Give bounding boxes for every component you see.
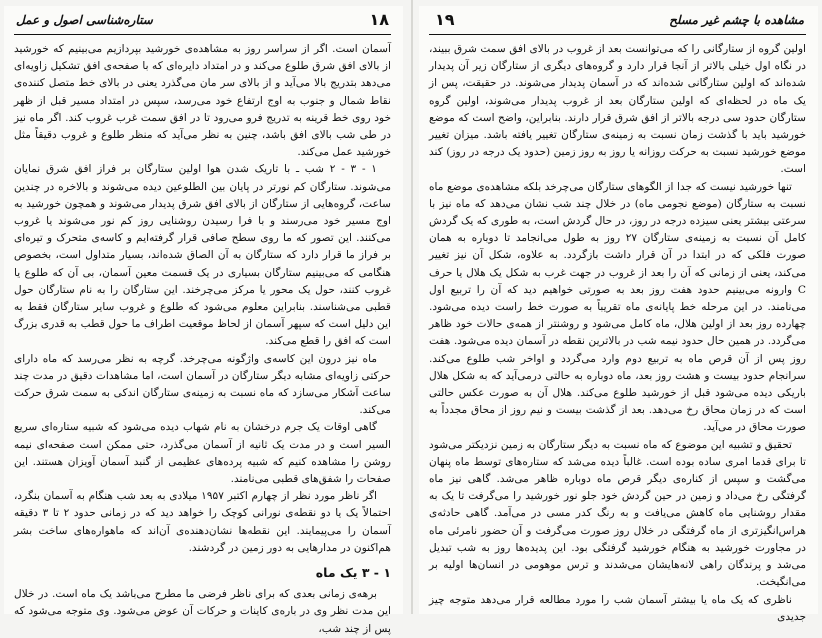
right-page-body: [429, 41, 806, 626]
left-section-body: [14, 586, 391, 638]
left-paragraph-4: گاهی اوقات یک جرم درخشان به نام شهاب دیده می‌شود که شبیه ستاره‌ای سریع السیر است و در مدت یک ثانیه از آسمان می‌گذرد، حتی ممکن است صفحه‌ای نیمه روشن را مشاهده کنیم که شبیه پرده‌های عظیمی از گنبد آسمان آویزان هستند. این صفحات را شفق‌های قطبی می‌نامند.: [14, 421, 391, 486]
right-page-number: ۱۹: [435, 10, 455, 29]
left-paragraph-1: آسمان است. اگر از سراسر روز به مشاهده‌ی خورشید بپردازیم می‌بینیم که خورشید از بالای افق شرق طلوع می‌کند و در امتداد دایره‌ای که با صفحه‌ی افق تشکیل زاویه‌ای می‌دهد بتدریج بالا می‌آید و از بالای سر مان می‌گذرد یعنی در بالای خط متصل کننده‌ی نقاط شمال و جنوب به اوج ارتفاع خود می‌رسد، سپس در امتداد مسیر قبل از ظهر خود روی خط قرینه به تدریج فرو می‌رود تا در افق سمت غرب غروب کند. اگر ماه نیز در طی شب بالای افق باشد، چنین به نظر می‌آید که منظر طلوع و غروب دقیقاً مثل خورشید عمل می‌کند.: [14, 43, 391, 159]
right-paragraph-2: تنها خورشید نیست که جدا از الگوهای ستارگان می‌چرخد بلکه مشاهده‌ی موضع ماه نسبت به ستارگان (موضع نجومی ماه) در خلال چند شب نشان می‌دهد که ماه نیز با سرعتی بیشتر یعنی سیزده درجه در روز، در حال گردش است، به طوری که یک گردش کامل آن نسبت به زمینه‌ی ستارگان ۲۷ روز به طول می‌انجامد تا دوباره به همان صورت فلکی که در ابتدا در آن قرار داشت بازگردد. به علاوه، شکل آن نیز تغییر می‌کند، یعنی از زمانی که آن را بعد از غروب در جهت غرب به شکل یک هلال یا حرف C وارونه می‌بینیم حدود هفت روز بعد به صورتی خواهیم دید که آن را تربیع اول می‌نامند. در این مرحله خط پایانه‌ی ماه تقریباً به صورت خط راست دیده می‌شود. چهارده روز بعد از اولین هلال، ماه کامل می‌شود و روشنتر از همه‌ی حالات خود ظاهر می‌گردد. در همین حال حدود نیمه شب در بالاترین نقطه در آسمان دیده می‌شود. هفت روز پس از آن قرص ماه به تربیع دوم وارد می‌گردد و اواخر شب طلوع می‌کند. سرانجام حدود بیست و هشت روز بعد، ماه دوباره به حالتی درمی‌آید که به شکل هلال باریکی دیده می‌شود قبل از خورشید طلوع می‌کند. هلال آن به صورت عکس حالتی است که در زمان محاق رخ می‌دهد. بعد از گذشت بیست و نیم روز از محاق مجدداً به صورت محاق در می‌آید.: [429, 180, 806, 434]
right-running-title: مشاهده با چشم غیر مسلح: [669, 13, 804, 27]
left-running-title: ستاره‌شناسی اصول و عمل: [16, 13, 153, 27]
right-page-header: [429, 6, 806, 35]
right-page: [419, 6, 818, 623]
right-paragraph-1: اولین گروه از ستارگانی را که می‌توانست بعد از غروب در بالای افق سمت شرق ببیند، در نگاه اول خیلی بالاتر از آنجا قرار دارد و گروه‌های دیگری از ستارگان زیر آن پدیدار شده‌اند که اولین ستارگانی شده‌اند که در آسمان پدیدار می‌شوند. در حقیقت، پس از یک ماه در لحظه‌ای که اولین ستارگان بعد از غروب پدیدار می‌شوند، اولین گروه ستارگان حدود سی درجه بالاتر از افق شرق قرار دارند. بنابراین، واضح است که موضع خورشید باید با گذشت زمان نسبت به زمینه‌ی ستارگان تغییر یافته باشد. میزان تغییر موضع خورشید نسبت به حرکت روزانه یا روز به روز زمین (حدود یک درجه در روز) کند است.: [429, 43, 806, 176]
section-heading: ۱ - ۳ یک ماه: [315, 565, 391, 581]
right-paragraph-3: تحقیق و تشبیه این موضوع که ماه نسبت به دیگر ستارگان به زمین نزدیکتر می‌شود تا برای قدما امری ساده بوده است. غالباً دیده می‌شد که ستاره‌های توسط ماه پنهان می‌گشت و سپس از کناره‌ی دیگر قرص ماه دوباره ظاهر می‌شد. گاهی نیز ماه گرفتگی رخ می‌داد و زمین در حین گردش خود جلو نور خورشید را می‌گرفت تا یک به مقدار روشنایی ماه کاهش می‌یافت و به رنگ کدر مسی در می‌آمد. گاهی حادثه‌ی هراس‌انگیزتری از ماه گرفتگی در خلال روز صورت می‌گرفت و آن حضور نامرئی ماه در مجاورت خورشید به هنگام خورشید گرفتگی بود. این پدیده‌ها روز به شب تبدیل می‌شد و پرندگان راهی لانه‌هایشان می‌شدند و ترس موهومی در انسان‌ها اولیه بر می‌انگیخت.: [429, 438, 806, 589]
left-paragraph-3: ماه نیز درون این کاسه‌ی واژگونه می‌چرخد. گرچه به نظر می‌رسد که ماه دارای حرکتی زاویه‌ای مشابه دیگر ستارگان در آسمان است، اما مشاهدات دقیق در مدت چند ساعت آشکار می‌سازد که ماه نسبت به زمینه‌ی ستارگان اندکی به سمت شرق حرکت می‌کند.: [14, 352, 391, 417]
left-paragraph-2: ۱ - ۳ - ۲ شب ـ با تاریک شدن هوا اولین ستارگان بر فراز افق شرق نمایان می‌شوند. ستارگان کم نورتر در پایان بین الطلوعین دیده می‌شوند و بالاخره در چندین ساعت، گروه‌هایی از ستارگان از بالای افق شرق پدیدار می‌شوند و همچون خورشید به اوج مسیر خود می‌رسند و با فرا رسیدن روشنایی روز کم نور می‌شوند یا غروب می‌کنند. این تصور که ما روی سطح صافی قرار گرفته‌ایم و کاسه‌ی متحرک و تیره‌ای بر فراز ما قرار دارد که ستارگان به آن الصاق شده‌اند، بسیار متداول است، بخصوص هنگامی که می‌بینیم ستارگان بسیاری در یک قسمت معین آسمان، بی آن که طلوع یا غروب کنند، حول یک محور یا مرکز می‌چرخند. این ستارگان را به نام ستارگان حول قطبی می‌شناسند. بنابراین معلوم می‌شود که طلوع و غروب سایر ستارگان فقط به این دلیل است که سپهر آسمان از لحاظ موقعیت اطراف ما حول قطب به قدری بزرگ است که افق را قطع می‌کند.: [14, 163, 391, 348]
left-page-number: ۱۸: [369, 10, 389, 29]
book-gutter: [411, 0, 413, 614]
left-page-body: [14, 41, 391, 557]
right-paragraph-4: ناظری که یک ماه یا بیشتر آسمان شب را مورد مطالعه قرار می‌دهد متوجه چیز جدیدی: [429, 593, 806, 623]
left-paragraph-5: اگر ناظر مورد نظر از چهارم اکتبر ۱۹۵۷ میلادی به بعد شب هنگام به آسمان بنگرد، احتمالاً یک یا دو نقطه‌ی نورانی کوچک را خواهد دید که در زمانی حدود ۲ تا ۳ دقیقه آسمان را می‌پیمایند. این نقطه‌ها نشان‌دهنده‌ی آن‌اند که ماهواره‌های ساخت بشر هم‌اکنون در مدارهایی به دور زمین در گردشند.: [14, 490, 391, 554]
left-page: [4, 6, 403, 635]
left-page-header: [14, 6, 391, 35]
left-section-paragraph-1: برهه‌ی زمانی بعدی که برای ناظر فرضی ما مطرح می‌باشد یک ماه است. در خلال این مدت نظر وی در باره‌ی کاینات و حرکات آن عوض می‌شود. وی متوجه می‌شود که پس از چند شب،: [14, 588, 391, 635]
